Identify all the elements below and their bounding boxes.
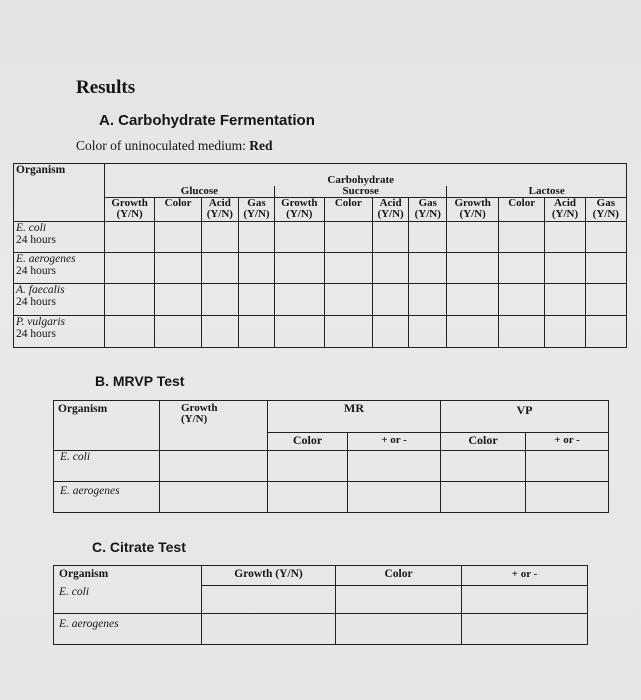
growth-header: Growth (Y/N) bbox=[202, 566, 336, 586]
table-row: E. aerogenes bbox=[54, 614, 202, 645]
mr-color-header: Color bbox=[268, 433, 348, 451]
lactose-growth-header: Growth (Y/N) bbox=[447, 197, 499, 221]
vp-sign-header: + or - bbox=[526, 433, 609, 451]
growth-header: Growth (Y/N) bbox=[160, 401, 268, 433]
table-row: P. vulgaris 24 hours bbox=[14, 315, 105, 347]
vp-color-header: Color bbox=[441, 433, 526, 451]
sucrose-header: Sucrose bbox=[275, 186, 447, 198]
lactose-color-header: Color bbox=[498, 197, 544, 221]
lactose-header: Lactose bbox=[447, 186, 627, 198]
table-row: E. coli 24 hours bbox=[14, 221, 105, 252]
organism-header: Organism bbox=[54, 566, 202, 586]
uninoculated-color-line bbox=[76, 138, 272, 154]
color-header: Color bbox=[336, 566, 462, 586]
glucose-gas-header: Gas (Y/N) bbox=[238, 197, 274, 221]
table-row: E. coli bbox=[54, 586, 202, 614]
section-c-heading: C. Citrate Test bbox=[92, 539, 186, 555]
mr-header: MR bbox=[268, 401, 441, 433]
fermentation-table bbox=[13, 163, 627, 348]
glucose-header: Glucose bbox=[104, 186, 274, 198]
carbohydrate-header: Carbohydrate bbox=[275, 164, 447, 186]
section-a-heading: A. Carbohydrate Fermentation bbox=[99, 112, 315, 129]
table-row: E. aerogenes 24 hours bbox=[14, 252, 105, 283]
vp-header: VP bbox=[441, 401, 609, 433]
sucrose-color-header: Color bbox=[324, 197, 372, 221]
sucrose-gas-header: Gas (Y/N) bbox=[409, 197, 447, 221]
lactose-gas-header: Gas (Y/N) bbox=[585, 197, 626, 221]
organism-header: Organism bbox=[14, 164, 105, 186]
sucrose-growth-header: Growth (Y/N) bbox=[275, 197, 325, 221]
mr-sign-header: + or - bbox=[348, 433, 441, 451]
color-label: Color of uninoculated medium: bbox=[76, 138, 246, 153]
table-row: A. faecalis 24 hours bbox=[14, 283, 105, 315]
section-b-heading: B. MRVP Test bbox=[95, 373, 185, 389]
color-value: Red bbox=[249, 138, 273, 153]
table-row: E. aerogenes bbox=[54, 482, 160, 513]
organism-header: Organism bbox=[54, 401, 160, 433]
table-row: E. coli bbox=[54, 451, 160, 482]
citrate-table bbox=[53, 565, 588, 645]
sucrose-acid-header: Acid (Y/N) bbox=[373, 197, 409, 221]
lactose-acid-header: Acid (Y/N) bbox=[545, 197, 585, 221]
sign-header: + or - bbox=[462, 566, 588, 586]
glucose-growth-header: Growth (Y/N) bbox=[104, 197, 155, 221]
glucose-color-header: Color bbox=[155, 197, 201, 221]
mrvp-table bbox=[53, 400, 609, 513]
results-title: Results bbox=[76, 77, 136, 98]
glucose-acid-header: Acid (Y/N) bbox=[201, 197, 238, 221]
